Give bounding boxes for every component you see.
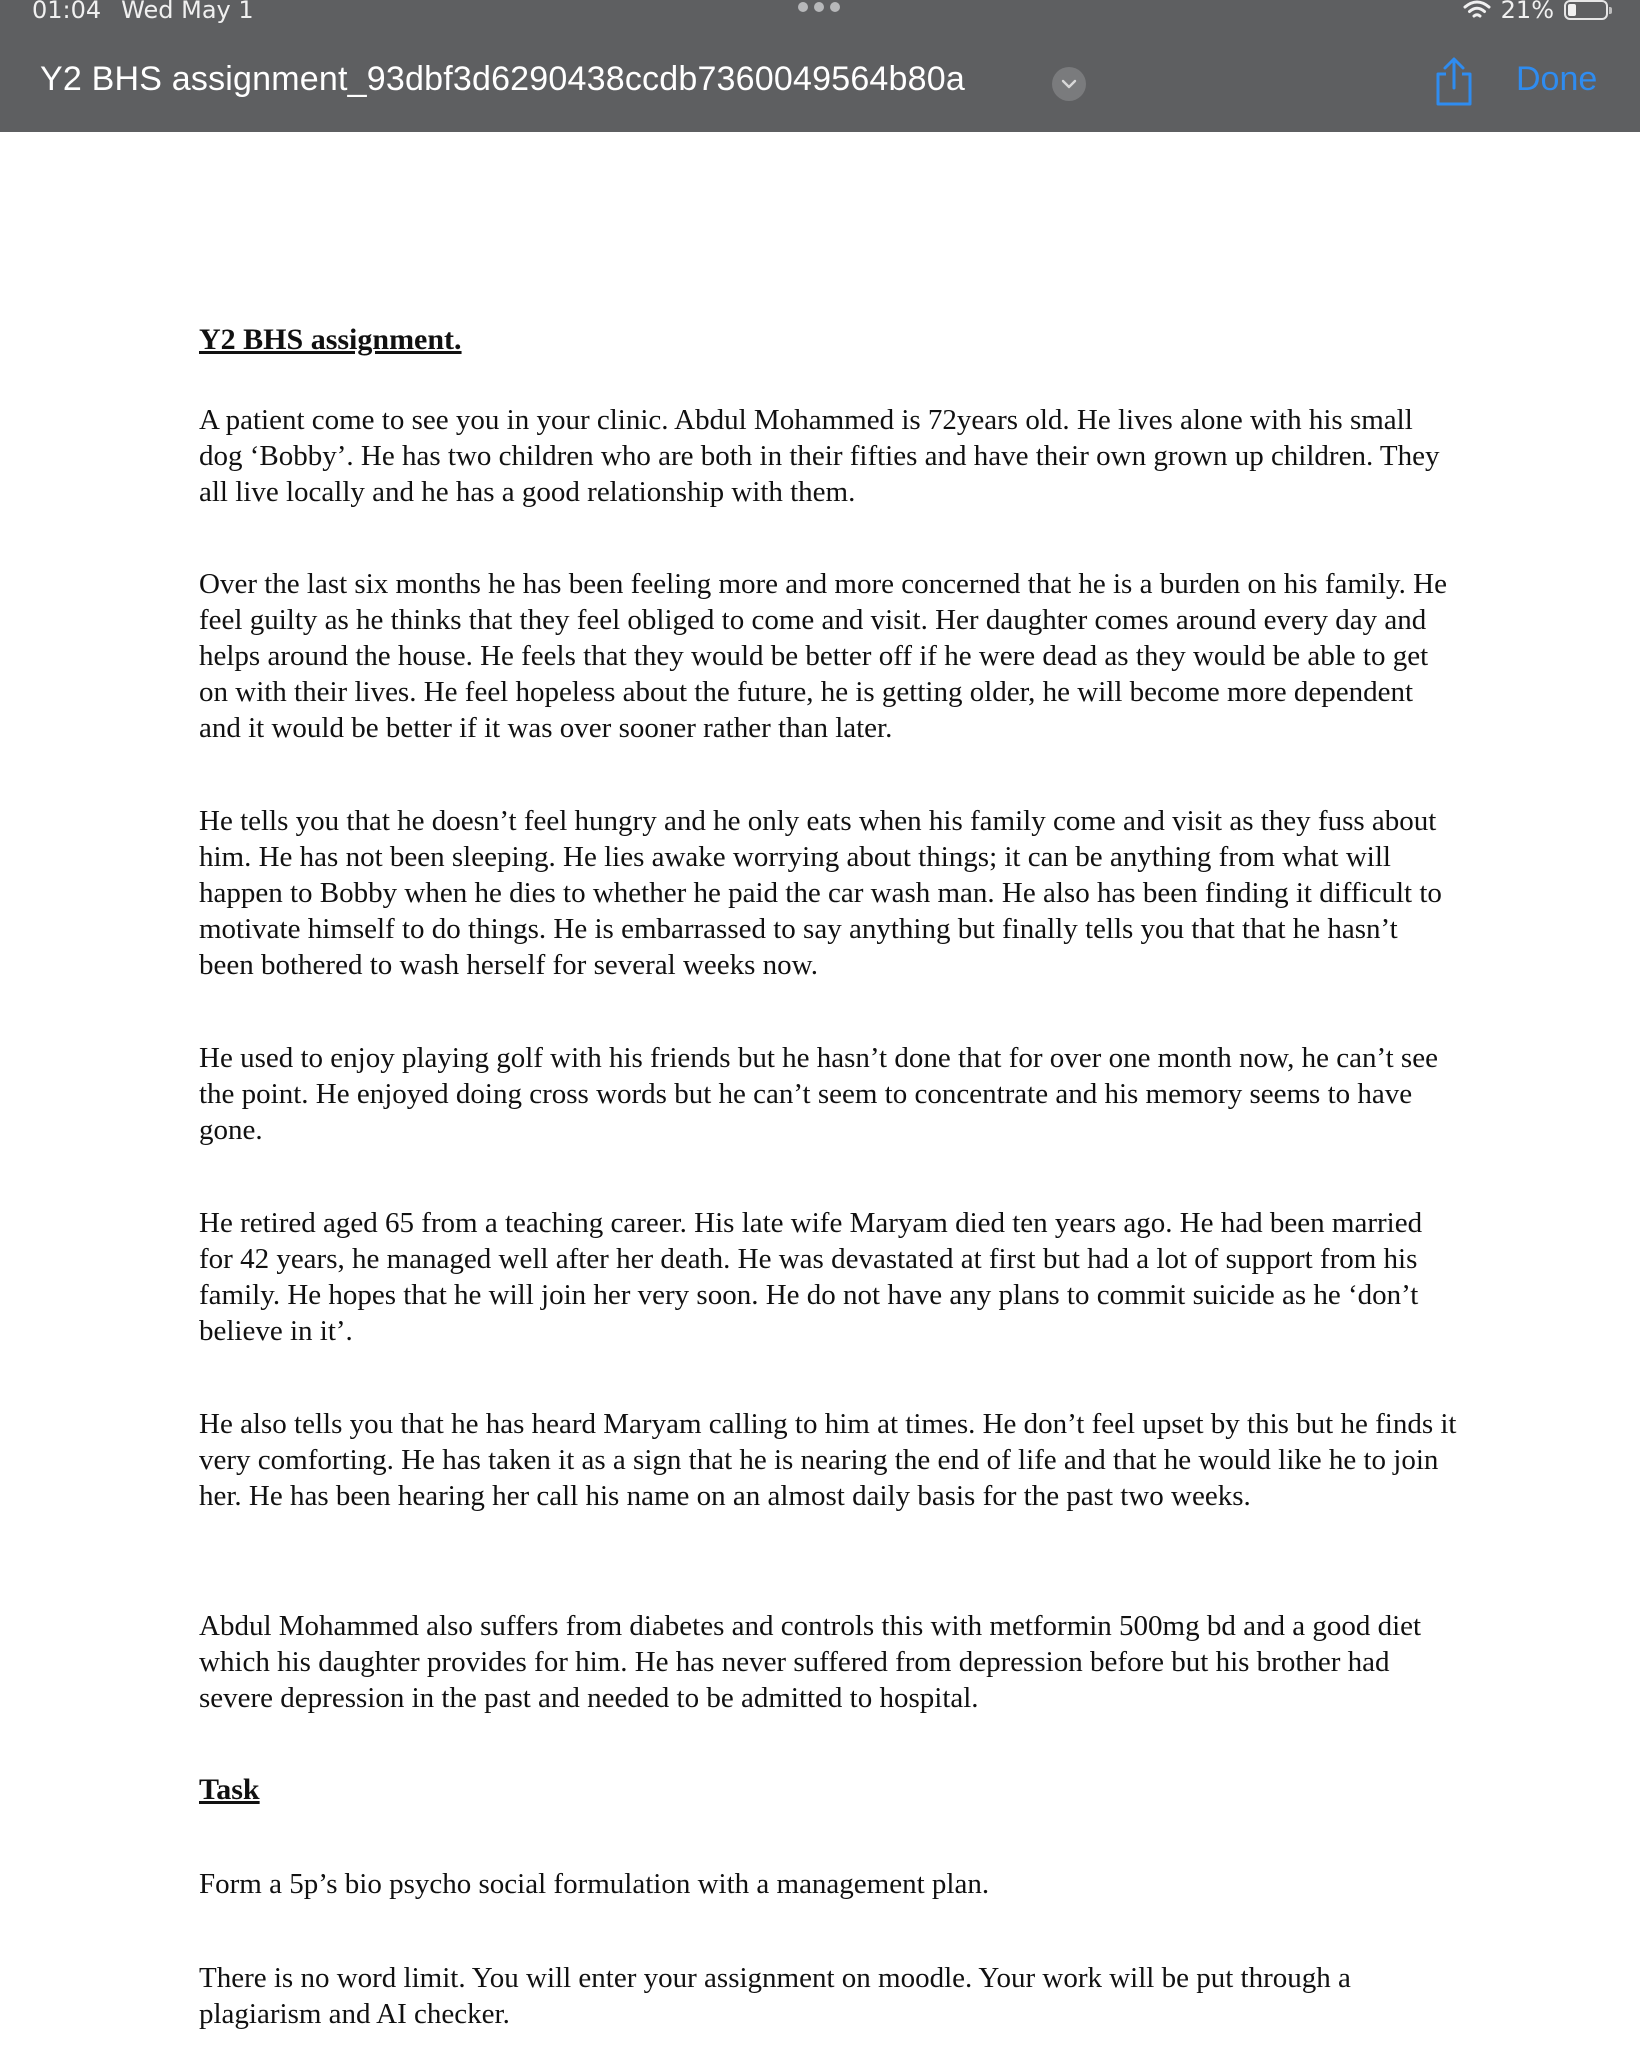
status-date: Wed May 1: [121, 0, 254, 24]
done-button[interactable]: Done: [1516, 60, 1598, 98]
paragraph-2: Over the last six months he has been feeling more and more concerned that he is a burden on his family. He feel guilty as he thinks that they feel obliged to come and visit. Her daughter comes around every day and helps around the house. He feels that they would be better off if he were dead as they would be able to get on with their lives. He feel hopeless about the future, he is getting older, he will become more dependent and it would be better if it was over sooner rather than later.: [199, 568, 1447, 744]
document-heading: Y2 BHS assignment.: [199, 323, 462, 356]
paragraph-6: He also tells you that he has heard Maryam calling to him at times. He don’t feel upset by this but he finds it very comforting. He has taken it as a sign that he is nearing the end of life and that he would like he to join her. He has been hearing her call his name on an almost daily basis for the past two weeks.: [199, 1408, 1457, 1512]
status-time-date: [32, 0, 274, 24]
paragraph-5: He retired aged 65 from a teaching career. His late wife Maryam died ten years ago. He had been married for 42 years, he managed well after her death. He was devastated at first but had a lot of support from his family. He hopes that he will join her very soon. He do not have any plans to commit suicide as he ‘don’t believe in it’.: [199, 1207, 1423, 1347]
paragraph-4: He used to enjoy playing golf with his friends but he hasn’t done that for over one month now, he can’t see the point. He enjoyed doing cross words but he can’t seem to concentrate and his memory seems to have gone.: [199, 1042, 1438, 1146]
battery-percent: 21%: [1500, 0, 1554, 24]
multitasking-dots-icon[interactable]: [798, 2, 840, 12]
paragraph-1: A patient come to see you in your clinic. Abdul Mohammed is 72years old. He lives alone with his small dog ‘Bobby’. He has two children who are both in their fifties and have their own grown up children. They all live locally and he has a good relationship with them.: [199, 404, 1440, 508]
status-indicators: [1463, 0, 1608, 24]
top-toolbar: [0, 0, 1640, 132]
document-title[interactable]: Y2 BHS assignment_93dbf3d6290438ccdb7360049564b80a: [40, 60, 965, 98]
wifi-icon: [1463, 0, 1491, 21]
chevron-down-icon[interactable]: [1052, 67, 1086, 101]
paragraph-3: He tells you that he doesn’t feel hungry and he only eats when his family come and visit as they fuss about him. He has not been sleeping. He lies awake worrying about things; it can be anything from what will happen to Bobby when he dies to whether he paid the car wash man. He also has been finding it difficult to motivate himself to do things. He is embarrassed to say anything but finally tells you that that he hasn’t been bothered to wash herself for several weeks now.: [199, 805, 1442, 981]
battery-icon: [1564, 0, 1608, 20]
share-icon[interactable]: [1432, 56, 1476, 108]
task-paragraph-1: Form a 5p’s bio psycho social formulation with a management plan.: [199, 1868, 990, 1900]
task-heading: Task: [199, 1773, 260, 1806]
task-paragraph-2: There is no word limit. You will enter your assignment on moodle. Your work will be put through a plagiarism and AI checker.: [199, 1962, 1351, 2030]
paragraph-7: Abdul Mohammed also suffers from diabetes and controls this with metformin 500mg bd and a good diet which his daughter provides for him. He has never suffered from depression before but his brother had severe depression in the past and needed to be admitted to hospital.: [199, 1610, 1422, 1714]
status-time: 01:04: [32, 0, 102, 24]
